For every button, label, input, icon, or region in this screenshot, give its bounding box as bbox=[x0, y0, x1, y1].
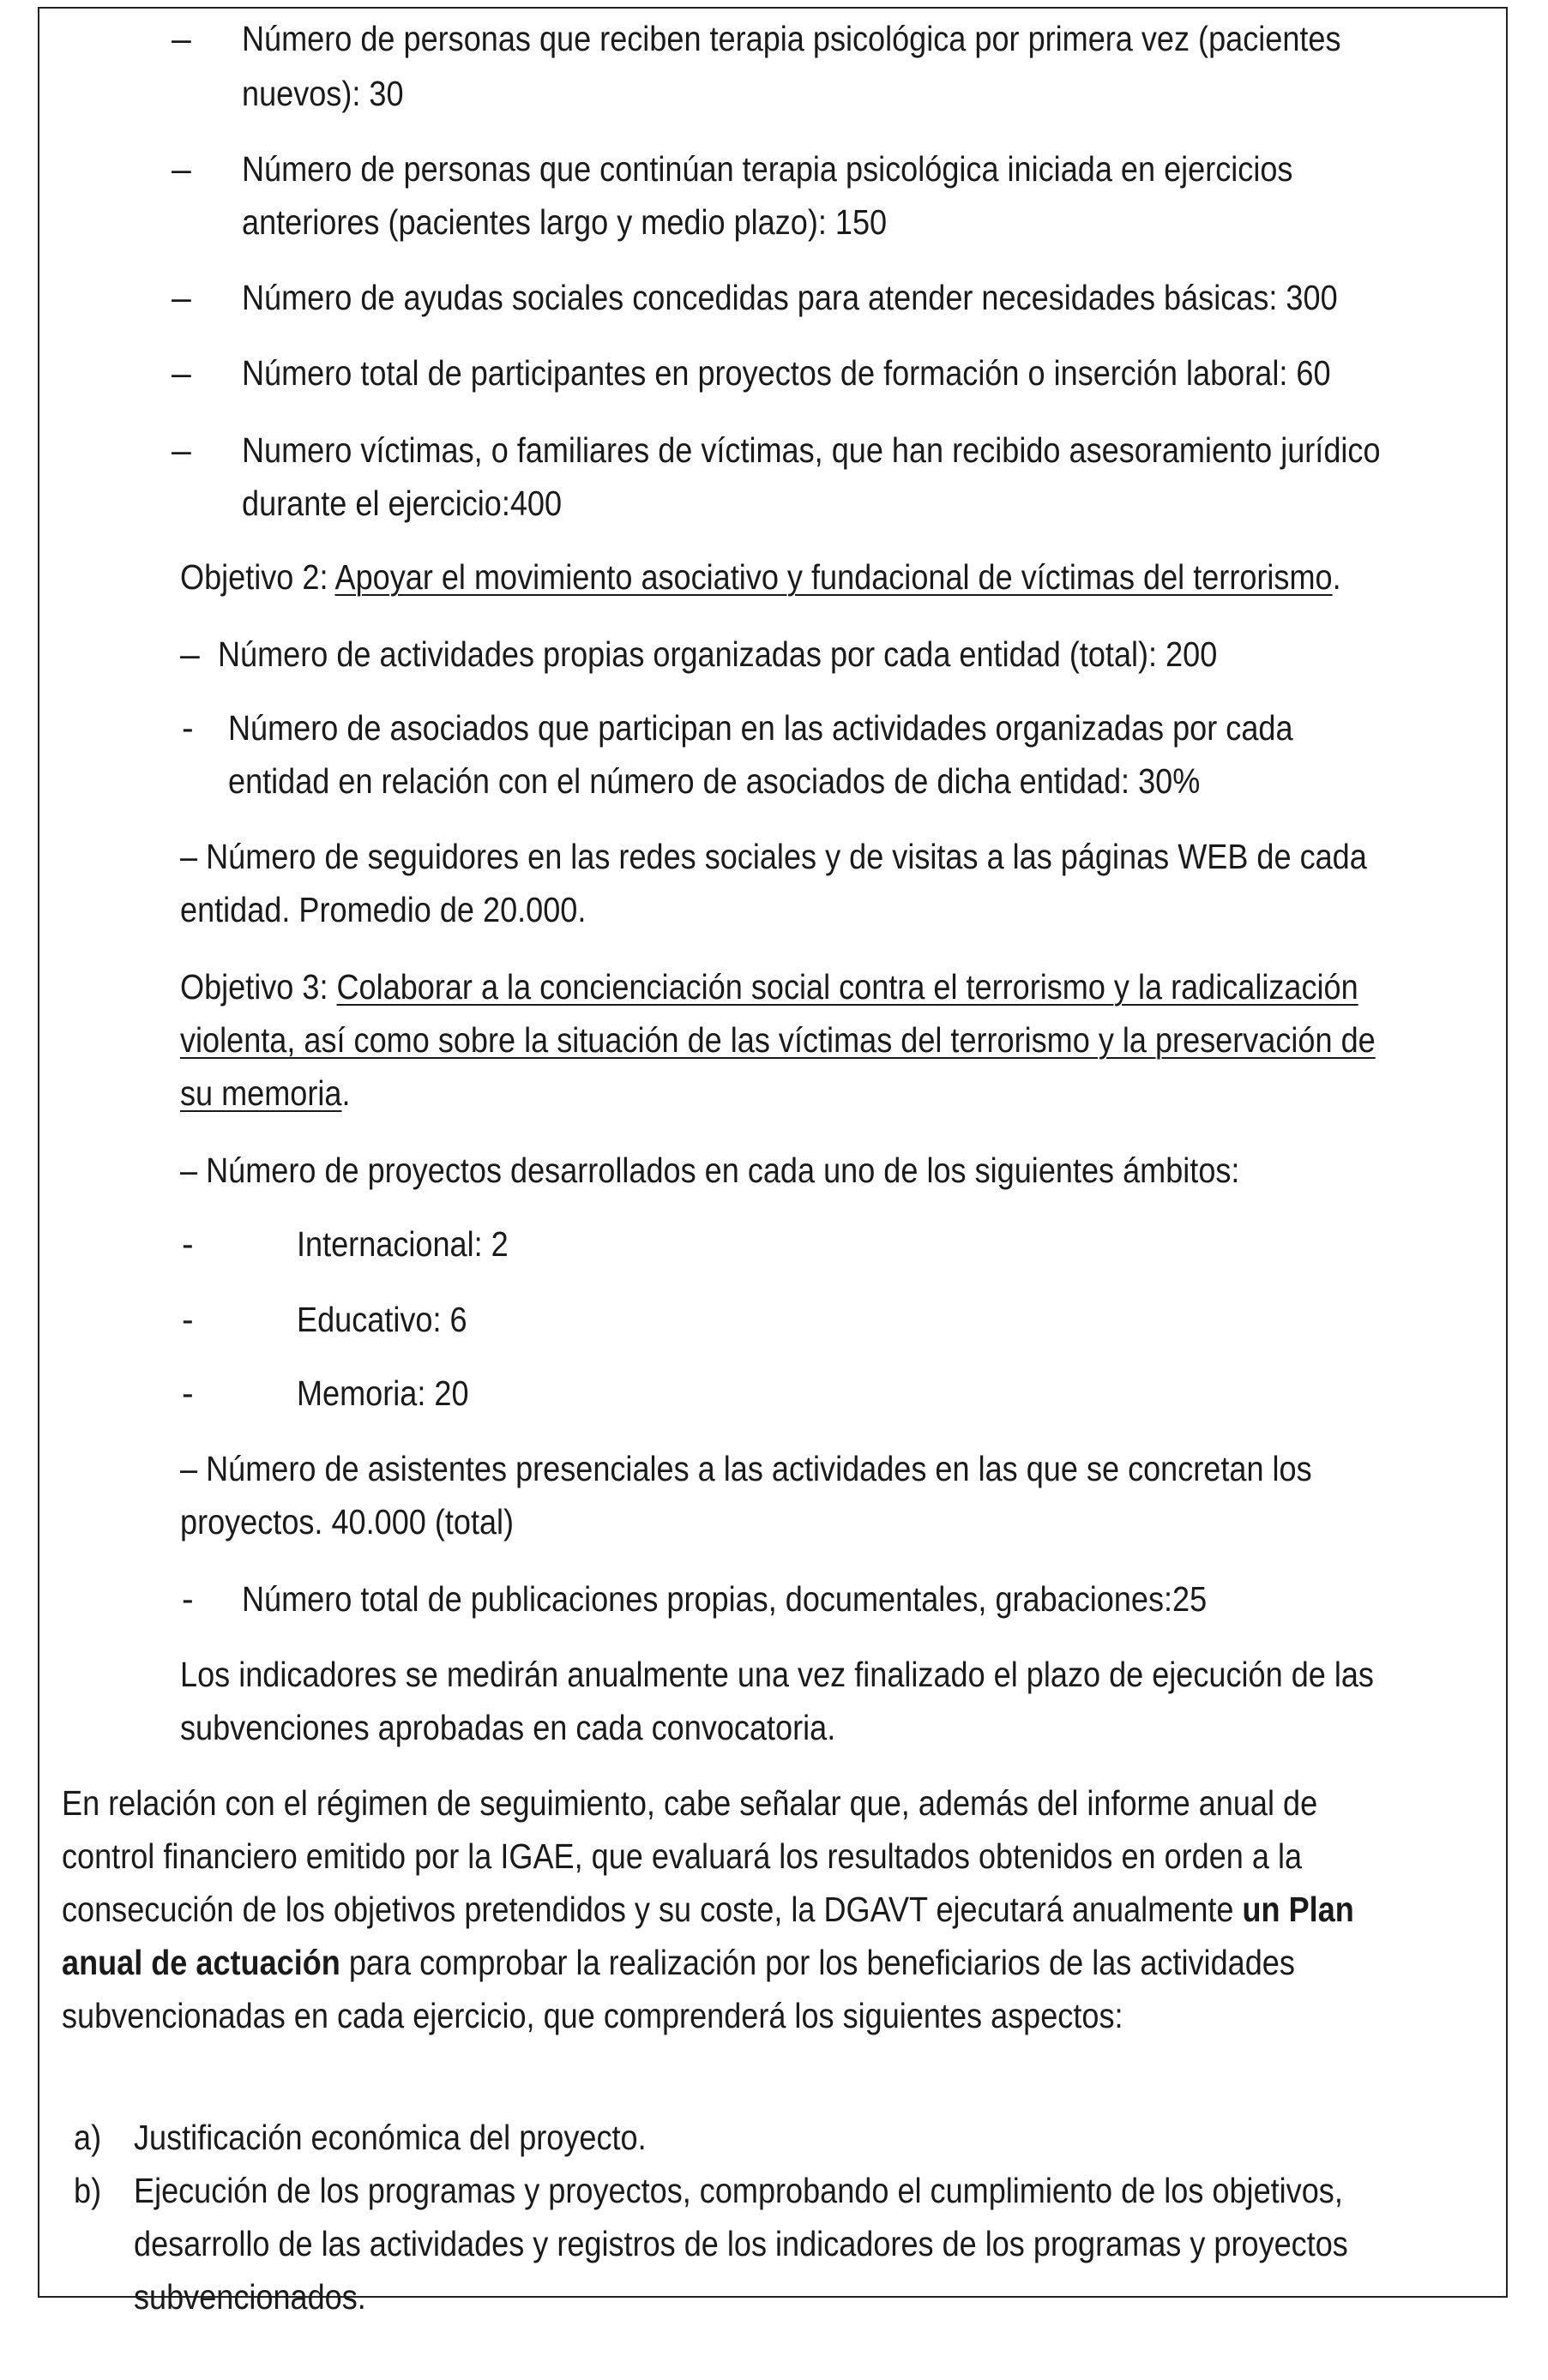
list-item-line: Número de personas que reciben terapia psicológica por primera vez (pacientes bbox=[242, 19, 1341, 58]
objective2-heading bbox=[180, 550, 1341, 604]
indicator-line: entidad en relación con el número de asociados de dicha entidad: 30% bbox=[228, 761, 1201, 801]
list-marker: a) bbox=[74, 2118, 102, 2157]
objective3-title-line: Colaborar a la concienciación social contra el terrorismo y la radicalización bbox=[336, 967, 1358, 1007]
objective2-title: Apoyar el movimiento asociativo y fundacional de víctimas del terrorismo bbox=[334, 557, 1333, 597]
aspect-line: Justificación económica del proyecto. bbox=[134, 2118, 647, 2157]
list-item-line: durante el ejercicio:400 bbox=[242, 484, 563, 523]
paragraph-line: En relación con el régimen de seguimiento, cabe señalar que, además del informe anual de bbox=[62, 1783, 1318, 1823]
aspect-line: desarrollo de las actividades y registros de los indicadores de los programas y proyectos bbox=[134, 2224, 1348, 2263]
paragraph-line: subvencionadas en cada ejercicio, que comprenderá los siguientes aspectos: bbox=[62, 1996, 1123, 2035]
list-marker: - bbox=[182, 1579, 194, 1619]
list-marker: - bbox=[182, 1373, 194, 1413]
objective3-title-line: violenta, así como sobre la situación de las víctimas del terrorismo y la preservación de bbox=[180, 1020, 1376, 1060]
list-item-line: nuevos): 30 bbox=[242, 74, 404, 113]
plan-bold-text: anual de actuación bbox=[62, 1943, 340, 1982]
list-marker: – bbox=[172, 353, 191, 393]
paragraph-text: consecución de los objetivos pretendidos y su coste, la DGAVT ejecutará anualmente bbox=[62, 1890, 1243, 1929]
plan-bold-text: un Plan bbox=[1242, 1890, 1354, 1929]
attendees-line: – Número de asistentes presenciales a las actividades en las que se concretan los bbox=[180, 1449, 1312, 1488]
paragraph-line bbox=[62, 1883, 1354, 1936]
objective3-prefix: Objetivo 3: bbox=[180, 967, 337, 1007]
list-marker: - bbox=[182, 708, 194, 748]
list-item-line: Número de personas que continúan terapia psicológica iniciada en ejercicios bbox=[242, 149, 1293, 189]
attendees-line: proyectos. 40.000 (total) bbox=[180, 1502, 515, 1542]
list-item-line: anteriores (pacientes largo y medio plazo): 150 bbox=[242, 202, 888, 242]
list-marker: b) bbox=[74, 2171, 102, 2210]
list-marker: – bbox=[172, 149, 191, 189]
list-marker: – bbox=[172, 19, 191, 58]
list-marker: - bbox=[182, 1300, 194, 1339]
list-item-line: Número total de participantes en proyectos de formación o inserción laboral: 60 bbox=[242, 353, 1331, 393]
area-item: Memoria: 20 bbox=[297, 1373, 469, 1413]
list-item-line: Numero víctimas, o familiares de víctimas, que han recibido asesoramiento jurídico bbox=[242, 430, 1381, 470]
publications-line: Número total de publicaciones propias, documentales, grabaciones:25 bbox=[242, 1579, 1208, 1619]
paragraph-line: control financiero emitido por la IGAE, que evaluará los resultados obtenidos en orden a la bbox=[62, 1836, 1303, 1876]
list-marker: – bbox=[180, 634, 200, 674]
indicator-line: – Número de seguidores en las redes sociales y de visitas a las páginas WEB de cada bbox=[180, 837, 1367, 876]
measurement-note: Los indicadores se medirán anualmente una vez finalizado el plazo de ejecución de las bbox=[180, 1655, 1374, 1694]
aspect-line: subvencionados. bbox=[134, 2277, 366, 2317]
list-marker: – bbox=[172, 430, 191, 470]
paragraph-line bbox=[62, 1936, 1295, 1989]
aspect-line: Ejecución de los programas y proyectos, comprobando el cumplimiento de los objetivos, bbox=[134, 2171, 1343, 2210]
projects-intro: – Número de proyectos desarrollados en cada uno de los siguientes ámbitos: bbox=[180, 1151, 1240, 1190]
objective3-title-line: su memoria bbox=[180, 1073, 342, 1113]
objective3-suffix: . bbox=[341, 1073, 351, 1113]
list-marker: - bbox=[182, 1224, 194, 1264]
area-item: Educativo: 6 bbox=[297, 1300, 467, 1339]
paragraph-text: para comprobar la realización por los beneficiarios de las actividades bbox=[340, 1943, 1295, 1982]
indicator-line: Número de actividades propias organizadas por cada entidad (total): 200 bbox=[218, 634, 1218, 674]
objective3-heading-line3 bbox=[180, 1067, 351, 1120]
indicator-line: entidad. Promedio de 20.000. bbox=[180, 890, 587, 929]
list-item-line: Número de ayudas sociales concedidas para atender necesidades básicas: 300 bbox=[242, 278, 1338, 317]
measurement-note: subvenciones aprobadas en cada convocatoria. bbox=[180, 1708, 836, 1747]
objective3-heading-line1 bbox=[180, 960, 1358, 1013]
objective2-suffix: . bbox=[1332, 557, 1341, 597]
area-item: Internacional: 2 bbox=[297, 1224, 509, 1264]
indicator-line: Número de asociados que participan en las actividades organizadas por cada bbox=[228, 708, 1293, 748]
objective2-prefix: Objetivo 2: bbox=[180, 557, 335, 597]
list-marker: – bbox=[172, 278, 191, 317]
